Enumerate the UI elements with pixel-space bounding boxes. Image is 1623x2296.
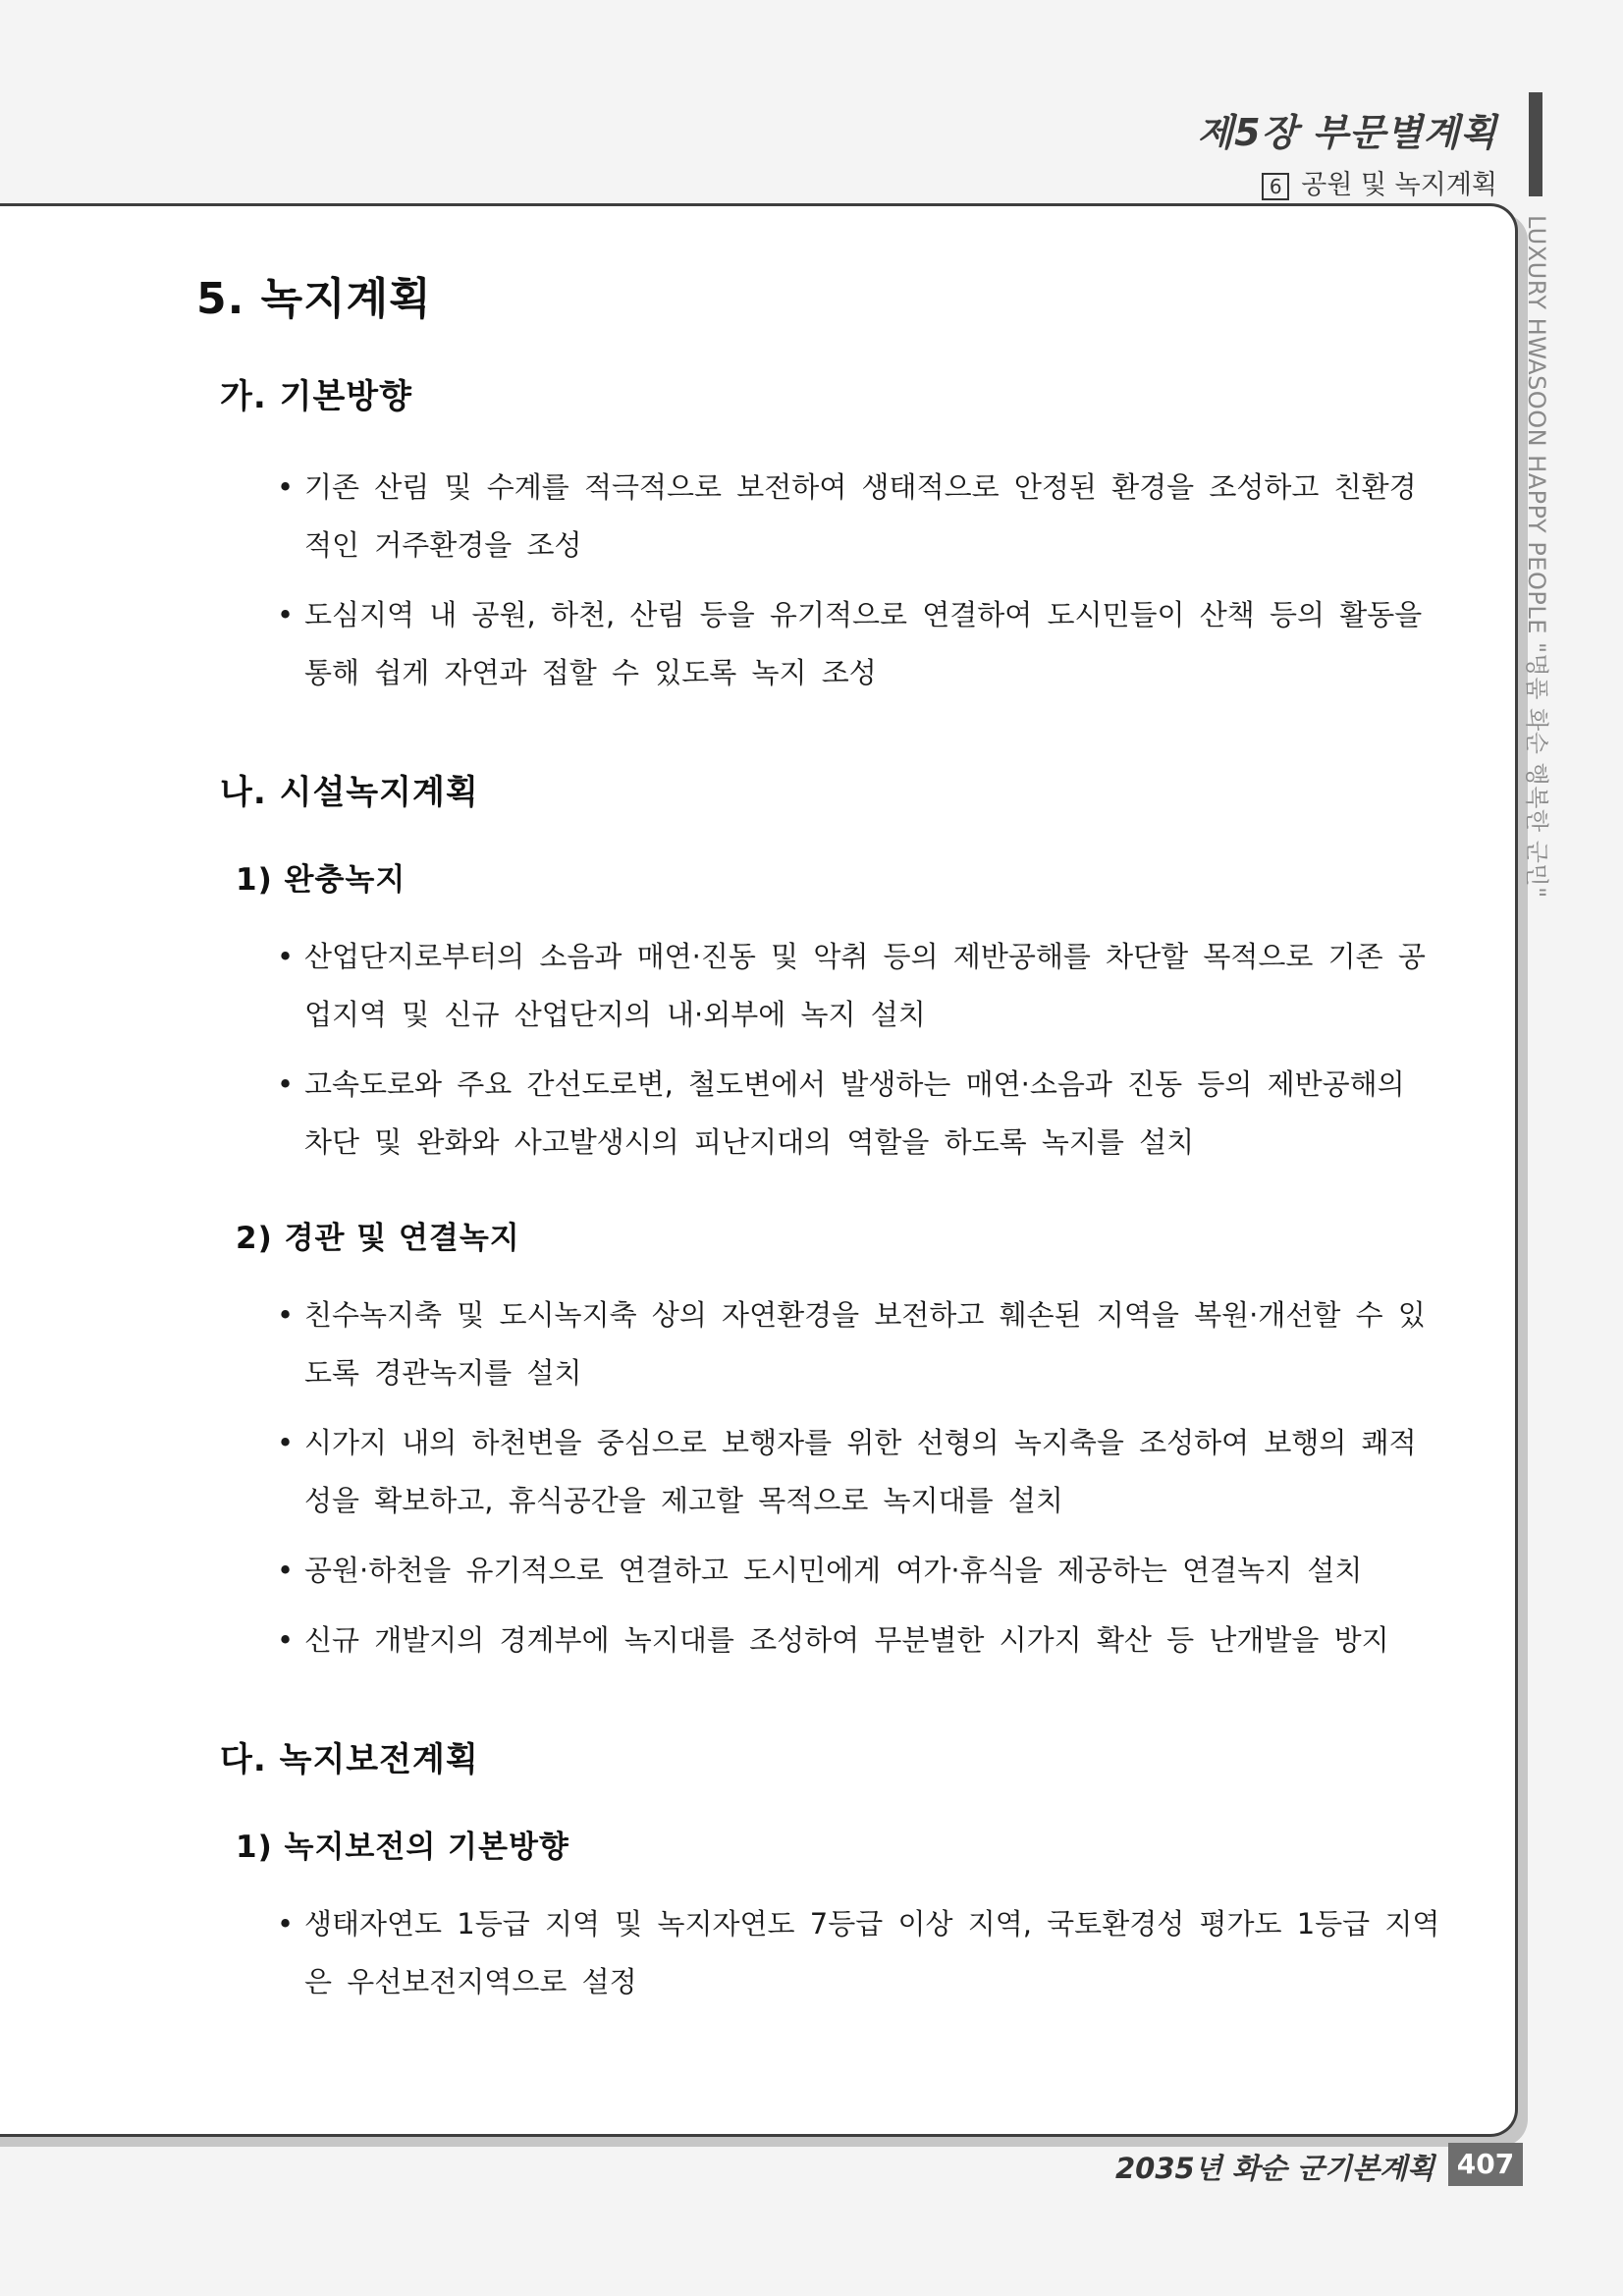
- section-subtitle: [1262, 163, 1497, 201]
- section-title: 공원 및 녹지계획: [1301, 170, 1497, 200]
- list-item: • 생태자연도 1등급 지역 및 녹지자연도 7등급 이상 지역, 국토환경성 평가도 1등급 지역은 우선보전지역으로 설정: [277, 1895, 1443, 2011]
- subsection-heading: 1) 완충녹지: [236, 862, 406, 898]
- subsection-heading: 2) 경관 및 연결녹지: [236, 1221, 520, 1256]
- bullet-list: [196, 928, 1443, 1172]
- page-title: 5. 녹지계획: [196, 274, 432, 324]
- section-heading: 나. 시설녹지계획: [220, 773, 479, 812]
- list-item: • 친수녹지축 및 도시녹지축 상의 자연환경을 보전하고 훼손된 지역을 복원·개선할 수 있도록 경관녹지를 설치: [277, 1286, 1443, 1402]
- chapter-title: 제5장 부문별계획: [1197, 111, 1497, 154]
- header-accent-bar: [1529, 92, 1542, 196]
- list-item: • 공원·하천을 유기적으로 연결하고 도시민에게 여가·휴식을 제공하는 연결녹지 설치: [277, 1542, 1443, 1600]
- subsection-heading: 1) 녹지보전의 기본방향: [236, 1830, 569, 1865]
- list-item: • 산업단지로부터의 소음과 매연·진동 및 악취 등의 제반공해를 차단할 목적으로 기존 공업지역 및 신규 산업단지의 내·외부에 녹지 설치: [277, 928, 1443, 1044]
- footer-title: 2035년 화순 군기본계획: [1114, 2152, 1434, 2185]
- list-item: • 시가지 내의 하천변을 중심으로 보행자를 위한 선형의 녹지축을 조성하여 보행의 쾌적성을 확보하고, 휴식공간을 제고할 목적으로 녹지대를 설치: [277, 1414, 1443, 1530]
- document-body: [196, 263, 1443, 2023]
- bullet-list: [196, 1286, 1443, 1669]
- list-item: • 신규 개발지의 경계부에 녹지대를 조성하여 무분별한 시가지 확산 등 난개발을 방지: [277, 1612, 1443, 1669]
- list-item: • 도심지역 내 공원, 하천, 산림 등을 유기적으로 연결하여 도시민들이 산책 등의 활동을 통해 쉽게 자연과 접할 수 있도록 녹지 조성: [277, 586, 1443, 702]
- list-item: • 고속도로와 주요 간선도로변, 철도변에서 발생하는 매연·소음과 진동 등의 제반공해의 차단 및 완화와 사고발생시의 피난지대의 역할을 하도록 녹지를 설치: [277, 1056, 1443, 1172]
- list-item: • 기존 산림 및 수계를 적극적으로 보전하여 생태적으로 안정된 환경을 조성하고 친환경적인 거주환경을 조성: [277, 459, 1443, 574]
- page-number: 407: [1448, 2143, 1523, 2186]
- bullet-list: [196, 459, 1443, 702]
- section-number-box: 6: [1262, 173, 1289, 200]
- bullet-list: [196, 1895, 1443, 2011]
- section-heading: 가. 기본방향: [220, 377, 412, 416]
- section-heading: 다. 녹지보전계획: [220, 1740, 479, 1779]
- side-slogan: LUXURY HWASOON HAPPY PEOPLE "명품 화순 행복한 군민": [1523, 215, 1550, 899]
